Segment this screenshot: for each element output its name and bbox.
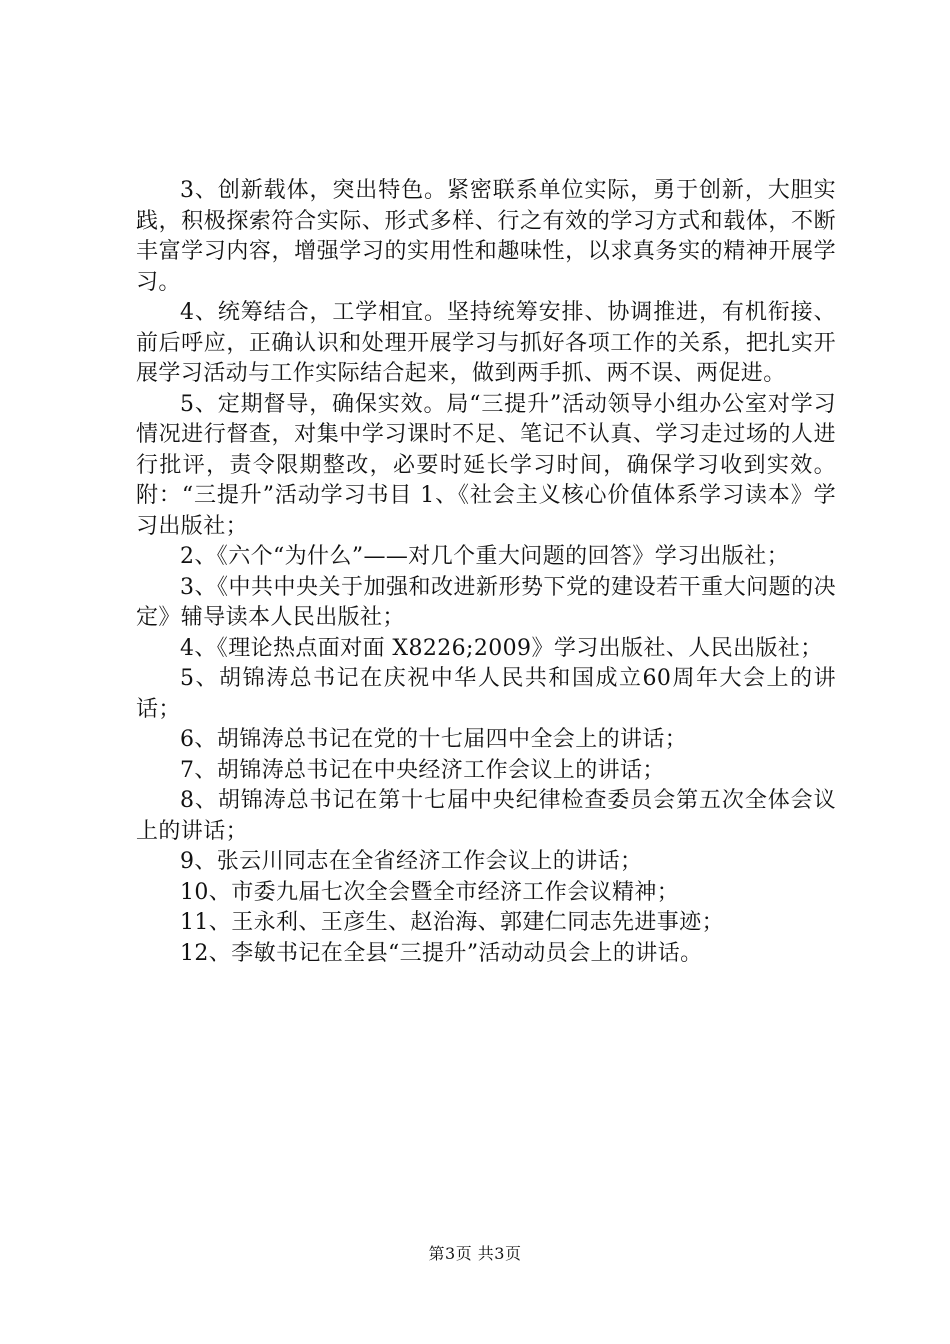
paragraph-3-innovation: 3、创新载体，突出特色。紧密联系单位实际，勇于创新，大胆实践，积极探索符合实际、形式多样、行之有效的学习方式和载体，不断丰富学习内容，增强学习的实用性和趣味性，以求真务实的精神开展学习。 xyxy=(136,178,836,295)
book-item-8: 8、胡锦涛总书记在第十七届中央纪律检查委员会第五次全体会议上的讲话； xyxy=(136,788,836,844)
book-item-10: 10、市委九届七次全会暨全市经济工作会议精神； xyxy=(180,879,680,905)
book-item-12: 12、李敏书记在全县“三提升”活动动员会上的讲话。 xyxy=(180,940,703,966)
book-item-9: 9、张云川同志在全省经济工作会议上的讲话； xyxy=(180,849,643,874)
paragraph-4-coordination: 4、统筹结合，工学相宜。坚持统筹安排、协调推进，有机衔接、前后呼应，正确认识和处理开展学习与抓好各项工作的关系，把扎实开展学习活动与工作实际结合起来，做到两手抓、两不误、两促进。 xyxy=(136,300,836,386)
book-item-2: 2、《六个“为什么”——对几个重大问题的回答》学习出版社； xyxy=(180,544,790,569)
document-body xyxy=(136,176,836,969)
book-item-5: 5、胡锦涛总书记在庆祝中华人民共和国成立60周年大会上的讲话； xyxy=(136,666,836,722)
book-item-6: 6、胡锦涛总书记在党的十七届四中全会上的讲话； xyxy=(180,727,688,752)
book-item-11: 11、王永利、王彦生、赵治海、郭建仁同志先进事迹； xyxy=(180,910,724,935)
book-item-3: 3、《中共中央关于加强和改进新形势下党的建设若干重大问题的决定》辅导读本人民出版社； xyxy=(136,574,836,630)
book-item-7: 7、胡锦涛总书记在中央经济工作会议上的讲话； xyxy=(180,757,665,783)
book-item-4: 4、《理论热点面对面 X8226;2009》学习出版社、人民出版社； xyxy=(180,635,823,661)
page-footer: 第3页 共3页 xyxy=(428,1244,522,1263)
paragraph-5-supervision: 5、定期督导，确保实效。局“三提升”活动领导小组办公室对学习情况进行督查，对集中学习课时不足、笔记不认真、学习走过场的人进行批评，责令限期整改，必要时延长学习时间，确保学习收到实效。附：“三提升”活动学习书目 1、《社会主义核心价值体系学习读本》学习出版社； xyxy=(136,391,836,539)
